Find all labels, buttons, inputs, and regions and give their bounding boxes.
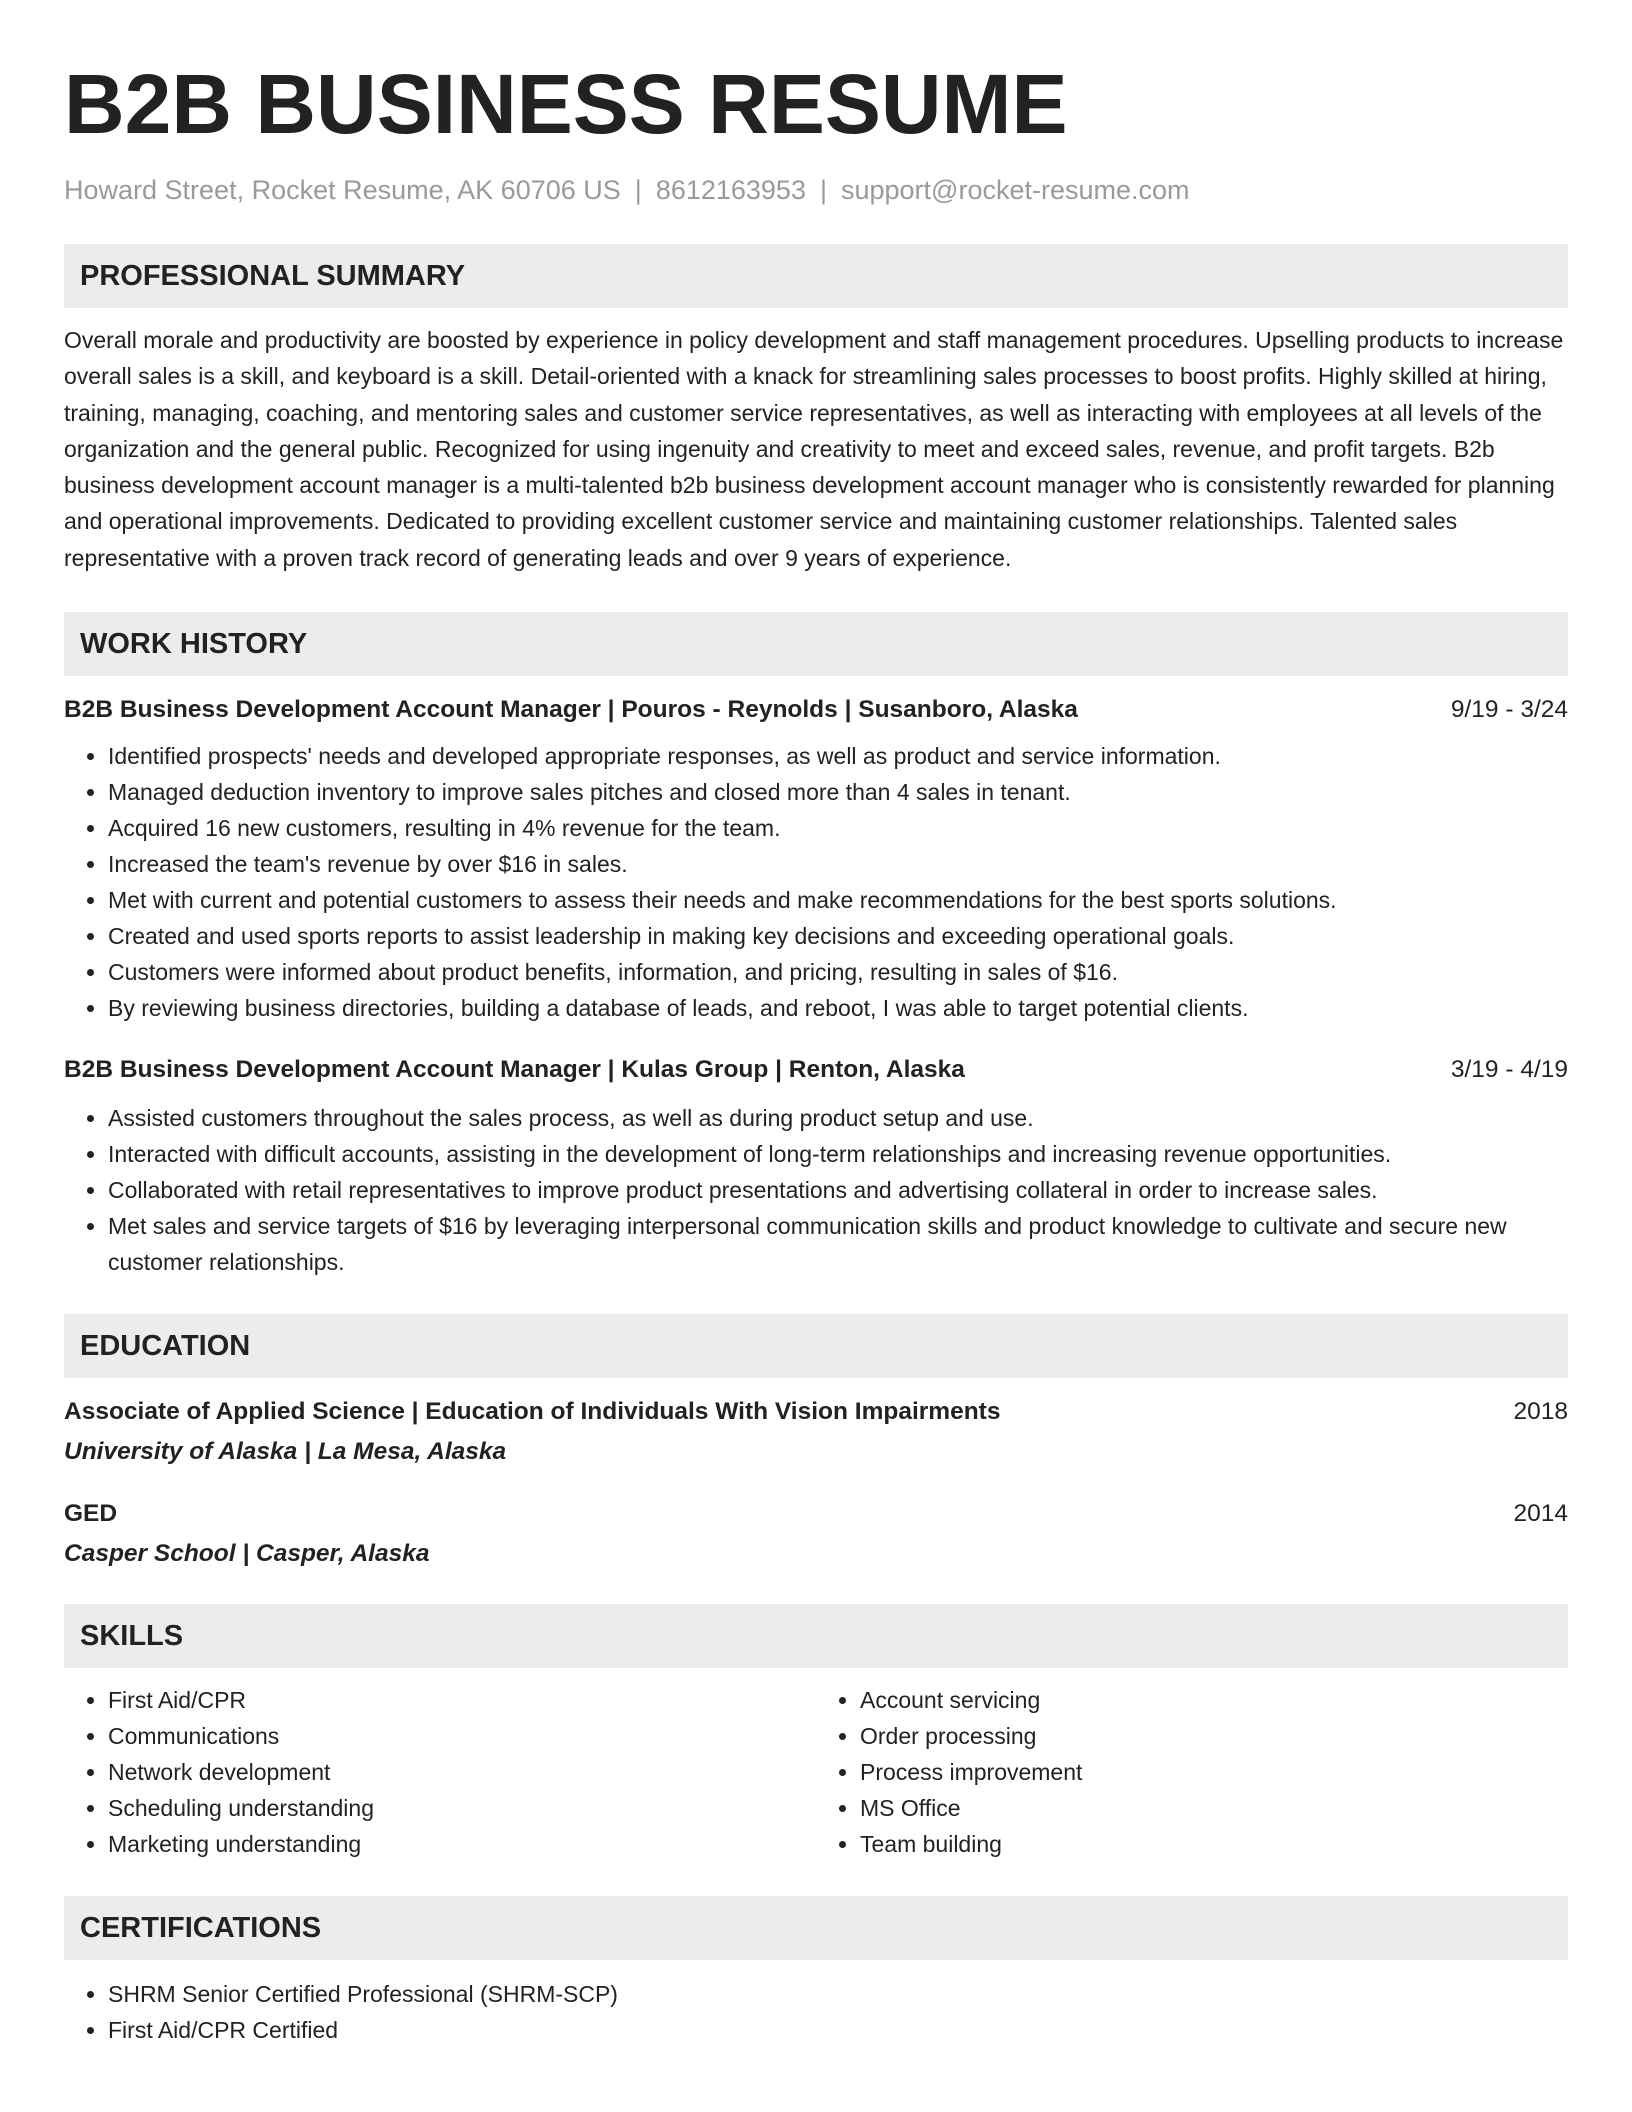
certifications-list: [64, 1976, 1568, 2048]
job-entry: [64, 1054, 1568, 1280]
skills-list-left: [64, 1682, 816, 1862]
education-year: 2014: [1513, 1500, 1568, 1528]
job-header: [64, 694, 1568, 726]
job-header: [64, 1054, 1568, 1086]
summary-text: Overall morale and productivity are boosted by experience in policy development and staff management procedures. Upselling products to increase overall sales is a skill, and keyboard is a skill. Detail-oriented with a knack for streamlining sales processes to boost profits. Highly skilled at hiring, training, managing, coaching, and mentoring sales and customer service representatives, as well as interacting with employees at all levels of the organization and the general public. Recognized for using ingenuity and creativity to meet and exceed sales, revenue, and profit targets. B2b business development account manager is a multi-talented b2b business development account manager who is consistently rewarded for planning and operational improvements. Dedicated to providing excellent customer service and maintaining customer relationships. Talented sales representative with a proven track record of generating leads and over 9 years of experience.: [64, 327, 1564, 571]
list-item: • Network development: [108, 1754, 816, 1790]
contact-address: Howard Street, Rocket Resume, AK 60706 US: [64, 175, 621, 205]
list-item: • Interacted with difficult accounts, assisting in the development of long-term relationships and increasing revenue opportunities.: [108, 1136, 1568, 1172]
contact-email: support@rocket-resume.com: [840, 175, 1190, 205]
list-item: • Account servicing: [860, 1682, 1568, 1718]
list-item: • Acquired 16 new customers, resulting in 4% revenue for the team.: [108, 810, 1568, 846]
list-item: • MS Office: [860, 1790, 1568, 1826]
section-header-work-history: WORK HISTORY: [64, 612, 1568, 676]
education-year: 2018: [1513, 1398, 1568, 1426]
list-item: • Met with current and potential customers to assess their needs and make recommendations for the best sports solutions.: [108, 882, 1568, 918]
list-item: • Scheduling understanding: [108, 1790, 816, 1826]
resume-page: [64, 0, 1568, 2048]
section-header-skills: SKILLS: [64, 1604, 1568, 1668]
list-item: • Customers were informed about product benefits, information, and pricing, resulting in sales of $16.: [108, 954, 1568, 990]
contact-separator: |: [819, 175, 827, 205]
education-entry: [64, 1396, 1568, 1468]
list-item: • Marketing understanding: [108, 1826, 816, 1862]
contact-line: [64, 174, 1568, 206]
list-item: • SHRM Senior Certified Professional (SHRM-SCP): [108, 1976, 1568, 2012]
job-bullets: [64, 1100, 1568, 1280]
education-header: [64, 1396, 1568, 1428]
section-header-summary: PROFESSIONAL SUMMARY: [64, 244, 1568, 308]
resume-title: B2B BUSINESS RESUME: [64, 57, 1068, 151]
list-item: • Team building: [860, 1826, 1568, 1862]
list-item: • Identified prospects' needs and developed appropriate responses, as well as product and service information.: [108, 738, 1568, 774]
section-header-certifications: CERTIFICATIONS: [64, 1896, 1568, 1960]
education-degree: Associate of Applied Science | Education of Individuals With Vision Impairments: [64, 1398, 1001, 1426]
list-item: • Order processing: [860, 1718, 1568, 1754]
list-item: • Process improvement: [860, 1754, 1568, 1790]
list-item: • First Aid/CPR: [108, 1682, 816, 1718]
list-item: • By reviewing business directories, building a database of leads, and reboot, I was able to target potential clients.: [108, 990, 1568, 1026]
education-school: University of Alaska | La Mesa, Alaska: [64, 1438, 507, 1466]
skills-grid: [64, 1682, 1568, 1862]
education-school: Casper School | Casper, Alaska: [64, 1540, 430, 1568]
list-item: • Communications: [108, 1718, 816, 1754]
job-title: B2B Business Development Account Manager | Pouros - Reynolds | Susanboro, Alaska: [64, 696, 1078, 724]
contact-phone: 8612163953: [655, 175, 806, 205]
list-item: • Assisted customers throughout the sales process, as well as during product setup and use.: [108, 1100, 1568, 1136]
section-header-education: EDUCATION: [64, 1314, 1568, 1378]
list-item: • Created and used sports reports to assist leadership in making key decisions and exceeding operational goals.: [108, 918, 1568, 954]
job-dates: 9/19 - 3/24: [1450, 696, 1568, 724]
job-bullets: [64, 738, 1568, 1026]
job-title: B2B Business Development Account Manager | Kulas Group | Renton, Alaska: [64, 1056, 965, 1084]
job-dates: 3/19 - 4/19: [1450, 1056, 1568, 1084]
skills-list-right: [816, 1682, 1568, 1862]
list-item: • Collaborated with retail representatives to improve product presentations and advertising collateral in order to increase sales.: [108, 1172, 1568, 1208]
list-item: • Managed deduction inventory to improve sales pitches and closed more than 4 sales in tenant.: [108, 774, 1568, 810]
job-entry: [64, 694, 1568, 1026]
list-item: • First Aid/CPR Certified: [108, 2012, 1568, 2048]
list-item: • Met sales and service targets of $16 by leveraging interpersonal communication skills and product knowledge to cultivate and secure new customer relationships.: [108, 1208, 1568, 1280]
education-header: [64, 1498, 1568, 1530]
education-degree: GED: [64, 1500, 118, 1528]
list-item: • Increased the team's revenue by over $16 in sales.: [108, 846, 1568, 882]
education-entry: [64, 1498, 1568, 1570]
contact-separator: |: [634, 175, 642, 205]
